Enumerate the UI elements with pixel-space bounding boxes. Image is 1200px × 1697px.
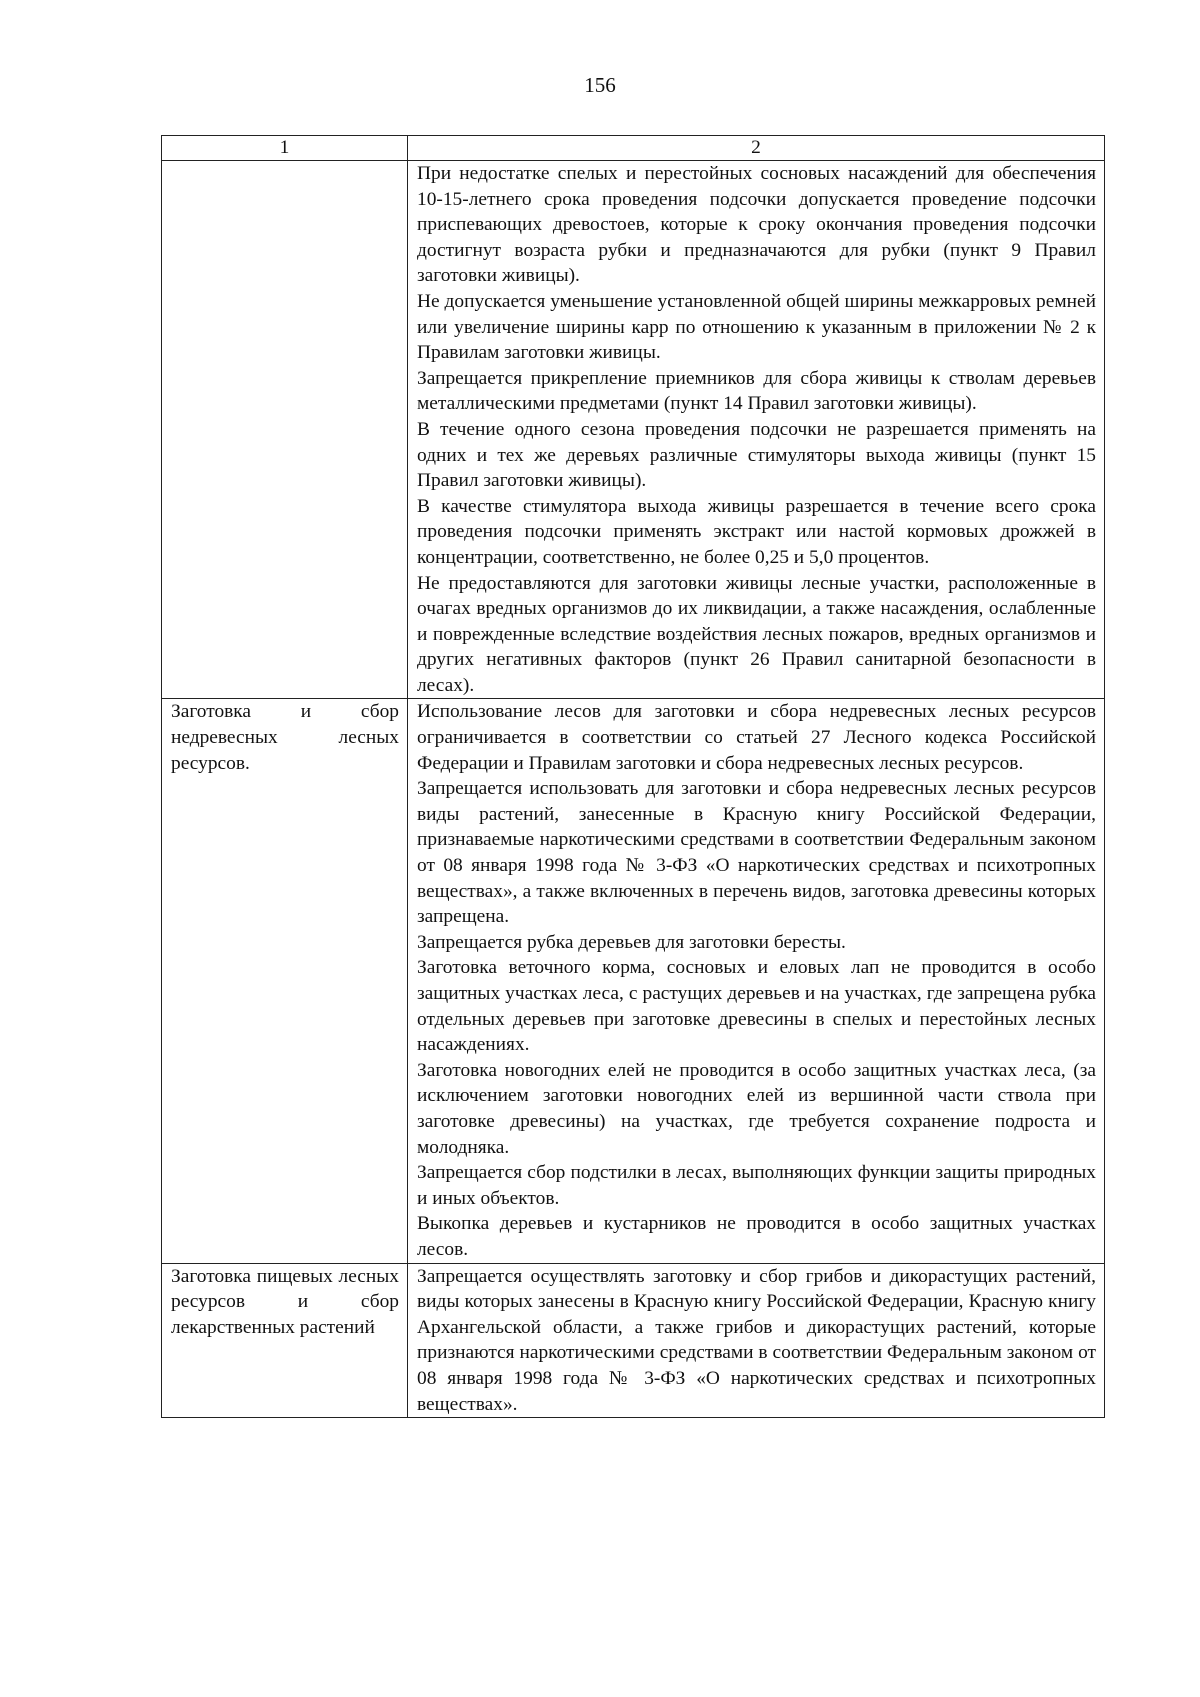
row-3-category-cell (162, 1263, 408, 1418)
table-header-row (162, 136, 1105, 161)
paragraph: Не допускается уменьшение установленной общей ширины межкарровых ремней или увеличение ширины карр по отношению к указанным в приложении № 2 к Правилам заготовки живицы. (417, 290, 1096, 364)
category-label: Заготовка и сбор недревесных лесных ресурсов. (171, 701, 399, 774)
paragraph: Запрещается рубка деревьев для заготовки бересты. (417, 931, 846, 953)
column-header-1: 1 (162, 136, 408, 161)
paragraph: Запрещается сбор подстилки в лесах, выполняющих функции защиты природных и иных объектов. (417, 1162, 1096, 1209)
paragraph: В течение одного сезона проведения подсочки не разрешается применять на одних и тех же деревьях различные стимуляторы выхода живицы (пункт 15 Правил заготовки живицы). (417, 418, 1096, 492)
row-1-text-cell (408, 161, 1105, 699)
table-row (162, 1263, 1105, 1418)
row-3-text-cell (408, 1263, 1105, 1418)
paragraph: Не предоставляются для заготовки живицы лесные участки, расположенные в очагах вредных организмов до их ликвидации, а также насаждения, ослабленные и поврежденные вследствие воздействия лесных пожаров, вредных организмов и других негативных факторов (пункт 26 Правил санитарной безопасности в лесах). (417, 572, 1096, 696)
row-1-category-cell (162, 161, 408, 699)
paragraph: При недостатке спелых и перестойных сосновых насаждений для обеспечения 10-15-летнего срока проведения подсочки допускается проведение подсочки приспевающих древостоев, которые к сроку окончания проведения подсочки достигнут возраста рубки и предназначаются для рубки (пункт 9 Правил заготовки живицы). (417, 163, 1096, 287)
paragraph: Запрещается прикрепление приемников для сбора живицы к стволам деревьев металлическими предметами (пункт 14 Правил заготовки живицы). (417, 367, 1096, 415)
regulations-table (161, 135, 1105, 1418)
row-2-text-cell (408, 699, 1105, 1263)
table-row (162, 699, 1105, 1263)
category-label: Заготовка пищевых лесных ресурсов и сбор лекарственных растений (171, 1265, 399, 1338)
paragraph: Запрещается осуществлять заготовку и сбор грибов и дикорастущих растений, виды которых занесены в Красную книгу Российской Федерации, Красную книгу Архангельской области, а также грибов и дикорастущих растений, которые признаются наркотическими средствами в соответствии Федеральным законом от 08 января 1998 года № 3-ФЗ «О наркотических средствах и психотропных веществах». (417, 1265, 1096, 1415)
column-header-2: 2 (408, 136, 1105, 161)
paragraph: Запрещается использовать для заготовки и сбора недревесных лесных ресурсов виды растений, занесенные в Красную книгу Российской Федерации, признаваемые наркотическими средствами в соответствии Федеральным законом от 08 января 1998 года № 3-ФЗ «О наркотических средствах и психотропных веществах», а также включенных в перечень видов, заготовка древесины которых запрещена. (417, 778, 1096, 928)
page-number: 156 (584, 73, 616, 97)
row-2-category-cell (162, 699, 408, 1263)
paragraph: Выкопка деревьев и кустарников не проводится в особо защитных участках лесов. (417, 1213, 1096, 1260)
paragraph: Заготовка новогодних елей не проводится в особо защитных участках леса, (за исключением заготовки новогодних елей из вершинной части ствола при заготовке древесины) на участках, где требуется сохранение подроста и молодняка. (417, 1059, 1096, 1158)
table-row (162, 161, 1105, 699)
paragraph: Заготовка веточного корма, сосновых и еловых лап не проводится в особо защитных участках леса, с растущих деревьев и на участках, где запрещена рубка отдельных деревьев при заготовке древесины в спелых и перестойных лесных насаждениях. (417, 957, 1096, 1056)
paragraph: В качестве стимулятора выхода живицы разрешается в течение всего срока проведения подсочки применять экстракт или настой кормовых дрожжей в концентрации, соответственно, не более 0,25 и 5,0 процентов. (417, 495, 1096, 568)
paragraph: Использование лесов для заготовки и сбора недревесных лесных ресурсов ограничивается в соответствии со статьей 27 Лесного кодекса Российской Федерации и Правилам заготовки и сбора недревесных лесных ресурсов. (417, 701, 1096, 774)
